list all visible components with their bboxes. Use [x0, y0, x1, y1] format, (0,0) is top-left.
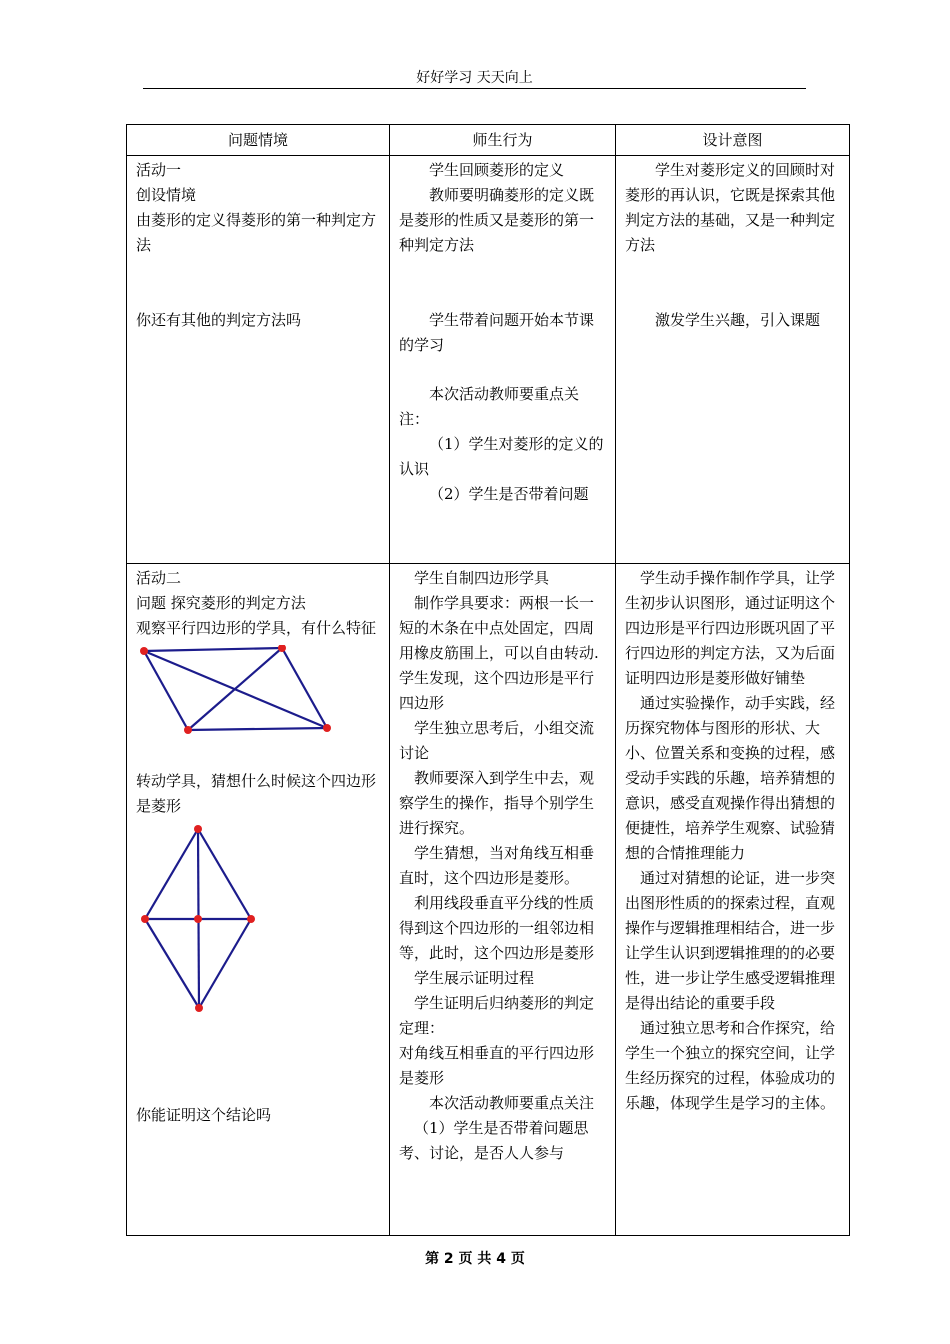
activity-2-intent-text: 通过独立思考和合作探究，给学生一个独立的探究空间，让学生经历探究的过程，体验成功的乐趣，体现学生是学习的主体。 — [625, 1019, 836, 1112]
activity-1-behavior-text: （2）学生是否带着问题 — [429, 485, 589, 503]
activity-1-behavior-text: 教师要明确菱形的定义既是菱形的性质又是菱形的第一种判定方法 — [399, 186, 595, 254]
activity-2-problem: 问题 探究菱形的判定方法 — [136, 594, 306, 612]
figure-edge — [188, 728, 327, 730]
header-divider — [143, 88, 806, 89]
activity-2-proof-question: 你能证明这个结论吗 — [136, 1106, 272, 1124]
activity-2-intent-cell — [616, 564, 850, 1236]
figure-edge — [144, 651, 188, 730]
activity-2-behavior-text: 学生自制四边形学具 — [414, 569, 550, 587]
activity-1-behavior-text: 学生带着问题开始本节课的学习 — [399, 311, 595, 354]
figure-edge — [145, 829, 198, 919]
parallelogram-edges — [144, 648, 327, 730]
figure-edge — [198, 829, 251, 919]
figure-vertex — [141, 915, 149, 923]
activity-2-intent-text: 学生动手操作制作学具，让学生初步认识图形，通过证明这个四边形是平行四边形既巩固了平行四边形的判定方法，又为后面证明四边形是菱形做好铺垫 — [625, 569, 836, 687]
activity-1-intent-text: 激发学生兴趣，引入课题 — [655, 311, 821, 329]
activity-2-intent-text: 通过实验操作，动手实践，经历探究物体与图形的形状、大小、位置关系和变换的过程，感受动手实践的乐趣，培养猜想的意识，感受直观操作得出猜想的便捷性，培养学生观察、试验猜想的合情推理能力 — [625, 694, 836, 862]
figure-vertex — [194, 825, 202, 833]
column-header-situation: 问题情境 — [127, 125, 390, 156]
figure-edge — [145, 919, 199, 1008]
figure-edge — [282, 648, 327, 728]
activity-1-situation-cell — [127, 156, 390, 564]
activity-1-question: 你还有其他的判定方法吗 — [136, 311, 302, 329]
activity-2-behavior-text: （1）学生是否带着问题思考、讨论，是否人人参与 — [399, 1119, 589, 1162]
activity-1-text: 由菱形的定义得菱形的第一种判定方法 — [136, 211, 377, 254]
activity-1-behavior-text: （1）学生对菱形的定义的认识 — [399, 435, 604, 478]
activity-2-situation-cell — [127, 564, 390, 1236]
table-header-row — [127, 125, 850, 156]
activity-2-theorem: 对角线互相垂直的平行四边形是菱形 — [399, 1044, 595, 1087]
activity-2-behavior-text: 本次活动教师要重点关注 — [429, 1094, 595, 1112]
activity-2-behavior-text: 制作学具要求：两根一长一短的木条在中点处固定，四周用橡皮筋围上，可以自由转动. — [399, 594, 599, 662]
figure-vertex — [184, 726, 192, 734]
figure-edge — [144, 648, 282, 651]
activity-2-intent-text: 通过对猜想的论证，进一步突出图形性质的的探索过程，直观操作与逻辑推理相结合，进一步让学生认识到逻辑推理的的必要性，进一步让学生感受逻辑推理是得出结论的重要手段 — [625, 869, 836, 1012]
rhombus-figure — [136, 823, 276, 1013]
activity-1-behavior-text: 学生回顾菱形的定义 — [429, 161, 565, 179]
figure-center-point — [194, 915, 202, 923]
activity-2-behavior-text: 学生发现，这个四边形是平行四边形 — [399, 669, 595, 712]
figure-vertex — [323, 724, 331, 732]
figure-edge — [199, 919, 251, 1008]
table-row-activity-1 — [127, 156, 850, 564]
activity-2-behavior-text: 学生独立思考后，小组交流讨论 — [399, 719, 595, 762]
figure-vertex — [247, 915, 255, 923]
figure-diagonal — [188, 648, 282, 730]
parallelogram-figure — [136, 645, 336, 737]
activity-2-conjecture: 转动学具，猜想什么时候这个四边形是菱形 — [136, 772, 377, 815]
lesson-plan-table — [126, 124, 850, 1236]
figure-vertex — [195, 1004, 203, 1012]
column-header-behavior: 师生行为 — [390, 125, 616, 156]
column-header-intent: 设计意图 — [616, 125, 850, 156]
activity-1-subtitle: 创设情境 — [136, 186, 197, 204]
activity-2-behavior-text: 学生展示证明过程 — [414, 969, 535, 987]
figure-vertex — [140, 647, 148, 655]
activity-1-intent-cell — [616, 156, 850, 564]
activity-2-behavior-text: 学生猜想，当对角线互相垂直时，这个四边形是菱形。 — [399, 844, 595, 887]
page-header: 好好学习 天天向上 — [416, 70, 533, 86]
activity-1-behavior-text: 本次活动教师要重点关注： — [399, 385, 580, 428]
activity-1-title: 活动一 — [136, 161, 182, 179]
page-footer: 第 2 页 共 4 页 — [425, 1251, 525, 1267]
activity-2-behavior-text: 利用线段垂直平分线的性质得到这个四边形的一组邻边相等，此时，这个四边形是菱形 — [399, 894, 595, 962]
activity-1-behavior-cell — [390, 156, 616, 564]
activity-2-behavior-cell — [390, 564, 616, 1236]
activity-1-intent-text: 学生对菱形定义的回顾时对菱形的再认识，它既是探索其他判定方法的基础，又是一种判定方法 — [625, 161, 836, 254]
activity-2-behavior-text: 教师要深入到学生中去，观察学生的操作，指导个别学生进行探究。 — [399, 769, 595, 837]
activity-2-behavior-text: 学生证明后归纳菱形的判定定理： — [399, 994, 595, 1037]
activity-2-title: 活动二 — [136, 569, 182, 587]
activity-2-observe: 观察平行四边形的学具，有什么特征 — [136, 619, 377, 637]
table-row-activity-2 — [127, 564, 850, 1236]
